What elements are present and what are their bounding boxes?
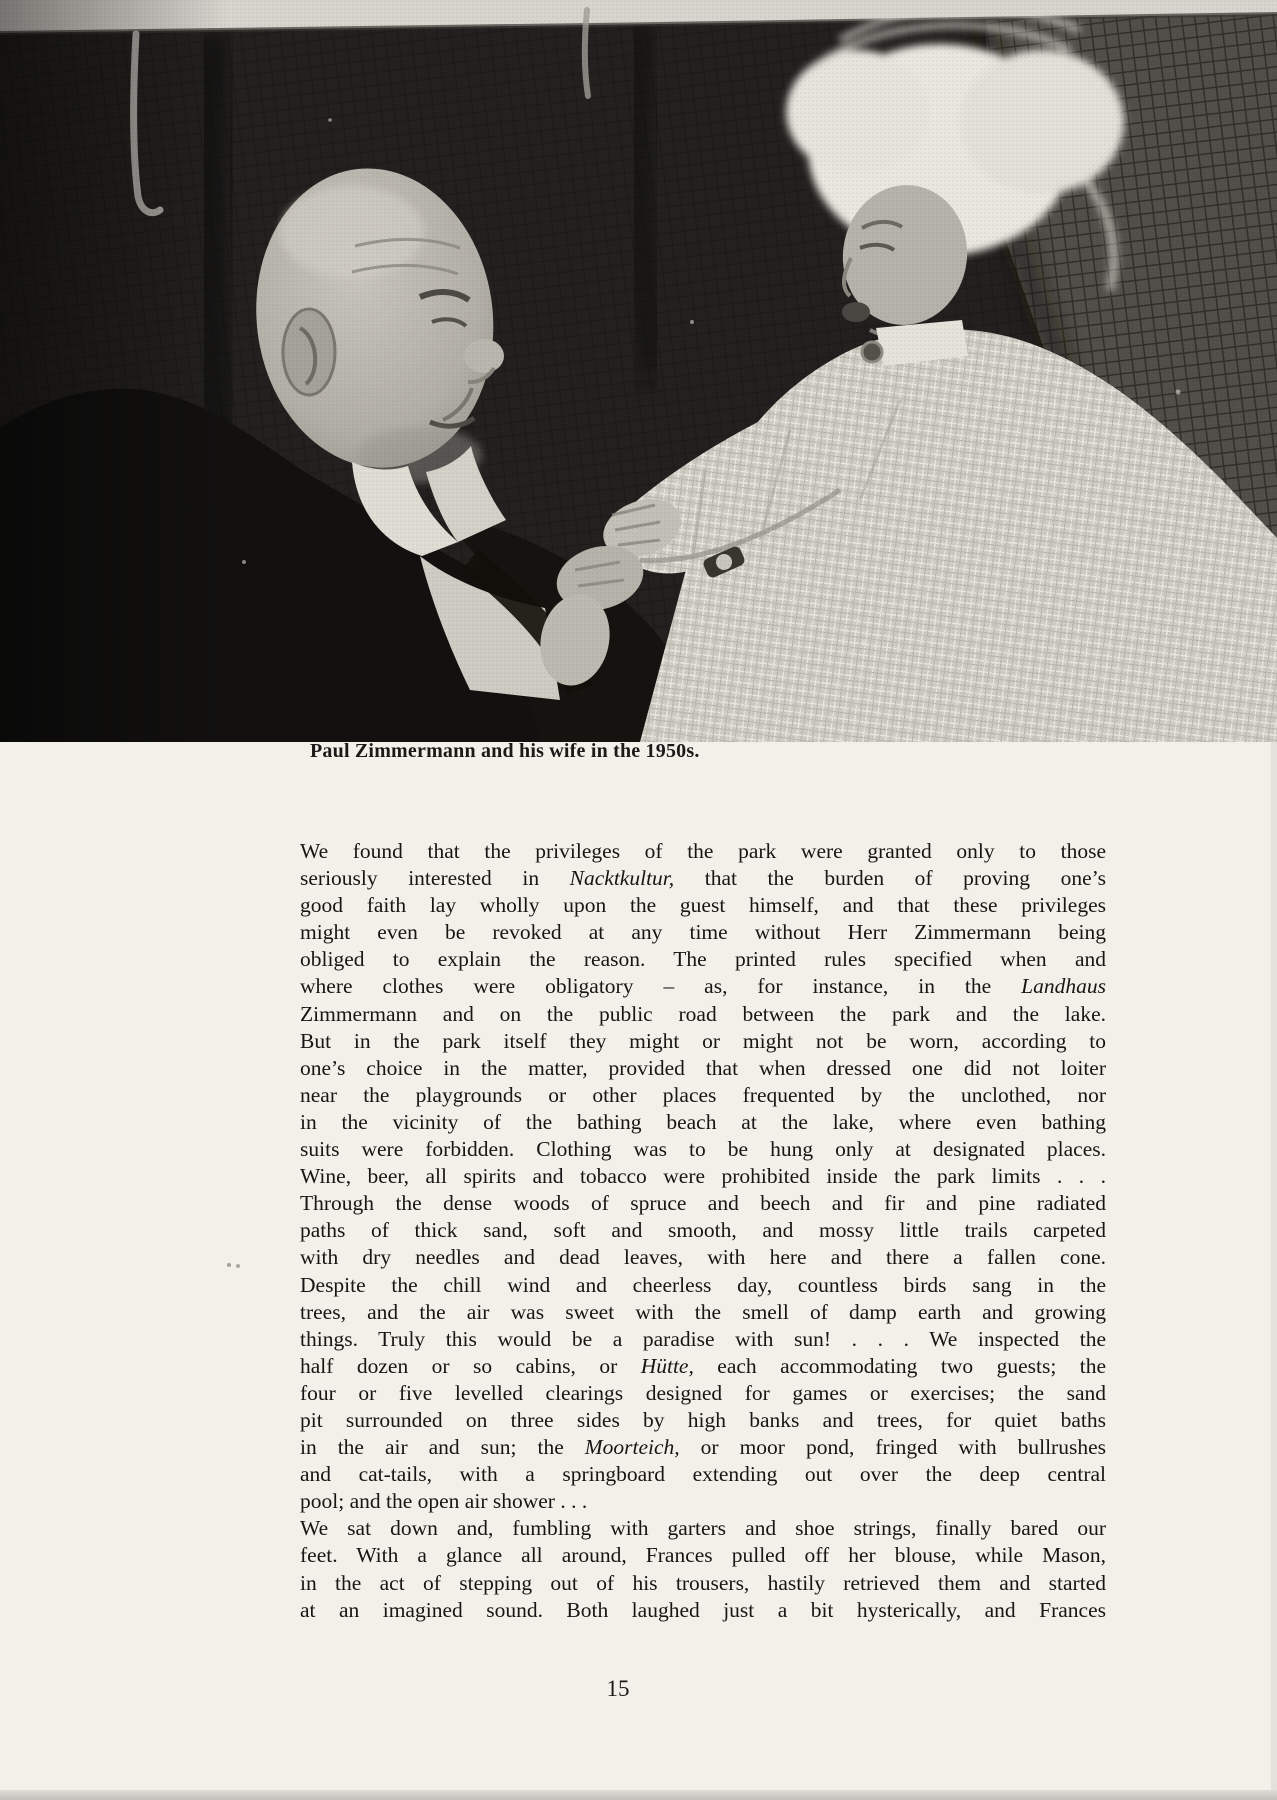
body-line: in the vicinity of the bathing beach at the lake, where even bathing	[300, 1109, 1106, 1134]
photo-caption: Paul Zimmermann and his wife in the 1950s.	[310, 740, 700, 762]
body-line: suits were forbidden. Clothing was to be hung only at designated places.	[300, 1137, 1106, 1162]
scan-speck	[227, 1263, 231, 1267]
page-number: 15	[606, 1676, 630, 1701]
body-line: obliged to explain the reason. The printed rules specified when and	[300, 947, 1106, 972]
body-line: in the air and sun; the Moorteich, or moor pond, fringed with bullrushes	[300, 1435, 1106, 1460]
body-line: feet. With a glance all around, Frances pulled off her blouse, while Mason,	[300, 1543, 1106, 1568]
body-line: We found that the privileges of the park were granted only to those	[300, 839, 1106, 863]
body-line: Despite the chill wind and cheerless day, countless birds sang in the	[300, 1272, 1106, 1297]
scan-edge-right	[1271, 742, 1277, 1790]
body-line: Zimmermann and on the public road between the park and the lake.	[300, 1001, 1106, 1026]
body-line: where clothes were obligatory – as, for instance, in the Landhaus	[300, 974, 1106, 999]
body-line: paths of thick sand, soft and smooth, and mossy little trails carpeted	[300, 1218, 1106, 1243]
body-line: pit surrounded on three sides by high banks and trees, for quiet baths	[300, 1407, 1106, 1432]
body-line: might even be revoked at any time without Herr Zimmermann being	[300, 920, 1106, 945]
body-line: pool; and the open air shower . . .	[300, 1489, 588, 1514]
body-line: with dry needles and dead leaves, with here and there a fallen cone.	[300, 1245, 1106, 1270]
body-line: good faith lay wholly upon the guest himself, and that these privileges	[300, 893, 1106, 918]
scan-edge-bottom	[0, 1790, 1277, 1800]
body-line: at an imagined sound. Both laughed just a bit hysterically, and Frances	[300, 1597, 1106, 1622]
body-line: near the playgrounds or other places frequented by the unclothed, nor	[300, 1082, 1106, 1107]
body-line: We sat down and, fumbling with garters and shoe strings, finally bared our	[300, 1516, 1106, 1541]
body-line: four or five levelled clearings designed for games or exercises; the sand	[300, 1380, 1106, 1405]
body-line: Wine, beer, all spirits and tobacco were prohibited inside the park limits . . .	[300, 1164, 1106, 1189]
body-line: But in the park itself they might or might not be worn, according to	[300, 1028, 1106, 1053]
gutter-shadow	[0, 0, 1277, 742]
body-line: and cat-tails, with a springboard extending out over the deep central	[300, 1462, 1106, 1487]
body-line: trees, and the air was sweet with the smell of damp earth and growing	[300, 1299, 1106, 1324]
body-line: seriously interested in Nacktkultur, that the burden of proving one’s	[300, 866, 1106, 891]
photograph	[0, 0, 1277, 742]
body-line: things. Truly this would be a paradise with sun! . . . We inspected the	[300, 1326, 1106, 1351]
body-line: in the act of stepping out of his trousers, hastily retrieved them and started	[300, 1570, 1106, 1595]
body-line: half dozen or so cabins, or Hütte, each accommodating two guests; the	[300, 1353, 1107, 1378]
body-line: Through the dense woods of spruce and beech and fir and pine radiated	[300, 1191, 1106, 1216]
body-text	[300, 838, 1106, 1624]
body-line: one’s choice in the matter, provided that when dressed one did not loiter	[300, 1055, 1106, 1080]
